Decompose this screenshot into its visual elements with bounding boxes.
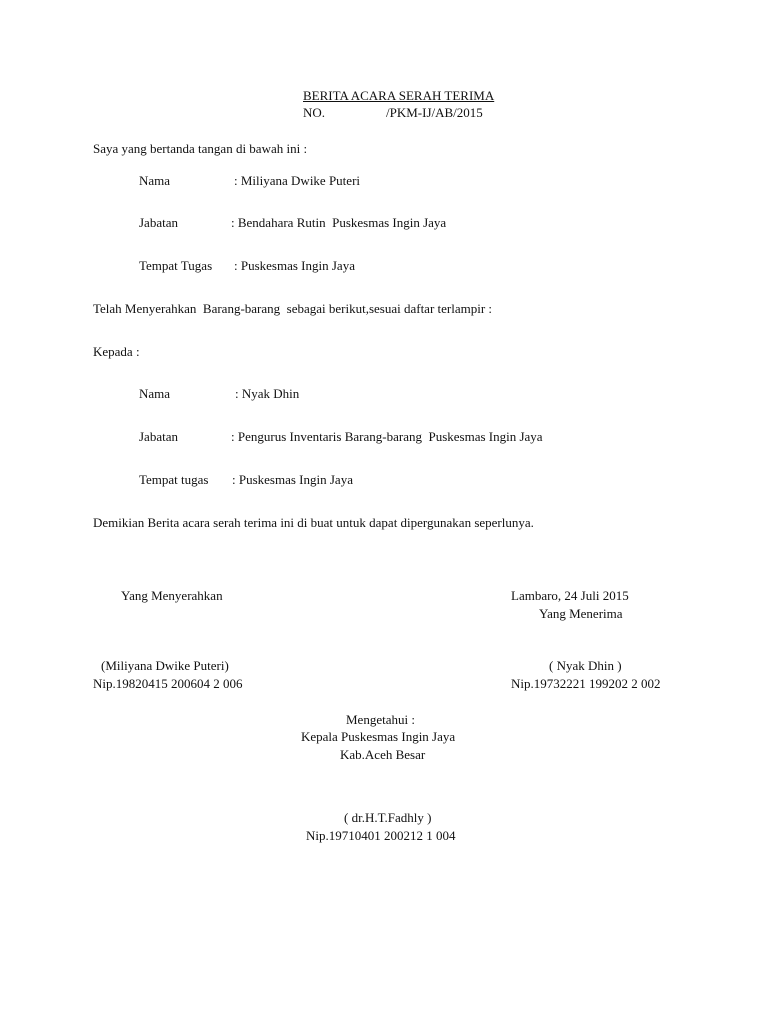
receiver-place-value: : Puskesmas Ingin Jaya <box>232 472 353 487</box>
approval-label: Mengetahui : <box>346 712 415 727</box>
closing-text: Demikian Berita acara serah terima ini di buat untuk dapat dipergunakan seperlunya. <box>93 515 534 530</box>
giver-position-value: : Bendahara Rutin Puskesmas Ingin Jaya <box>231 215 447 230</box>
receiver-place-label: Tempat tugas <box>139 472 209 487</box>
giver-name-value: : Miliyana Dwike Puteri <box>234 173 361 188</box>
number-label: NO. <box>303 105 326 120</box>
document-title: BERITA ACARA SERAH TERIMA <box>303 88 495 103</box>
receiver-position-label: Jabatan <box>139 429 178 444</box>
place-date: Lambaro, 24 Juli 2015 <box>511 588 629 603</box>
approval-nip: Nip.19710401 200212 1 004 <box>306 828 456 843</box>
giver-name-label: Nama <box>139 173 171 188</box>
receiver-name-label: Nama <box>139 386 171 401</box>
number-value: /PKM-IJ/AB/2015 <box>386 105 483 120</box>
receiver-name-value: : Nyak Dhin <box>235 386 300 401</box>
giver-position-label: Jabatan <box>139 215 178 230</box>
to-label: Kepada : <box>93 344 140 359</box>
giver-signature-name: (Miliyana Dwike Puteri) <box>101 658 229 673</box>
receiver-signature-title: Yang Menerima <box>539 606 623 621</box>
giver-signature-title: Yang Menyerahkan <box>121 588 223 603</box>
receiver-signature-name: ( Nyak Dhin ) <box>549 658 622 673</box>
giver-signature-nip: Nip.19820415 200604 2 006 <box>93 676 243 691</box>
handover-text: Telah Menyerahkan Barang-barang sebagai berikut,sesuai daftar terlampir : <box>93 301 493 316</box>
approval-name: ( dr.H.T.Fadhly ) <box>344 810 432 825</box>
intro-text: Saya yang bertanda tangan di bawah ini : <box>93 141 308 156</box>
approval-region: Kab.Aceh Besar <box>340 747 426 762</box>
giver-place-label: Tempat Tugas <box>139 258 213 273</box>
receiver-signature-nip: Nip.19732221 199202 2 002 <box>511 676 661 691</box>
approval-title: Kepala Puskesmas Ingin Jaya <box>301 729 456 744</box>
giver-place-value: : Puskesmas Ingin Jaya <box>234 258 355 273</box>
receiver-position-value: : Pengurus Inventaris Barang-barang Puskesmas Ingin Jaya <box>231 429 543 444</box>
